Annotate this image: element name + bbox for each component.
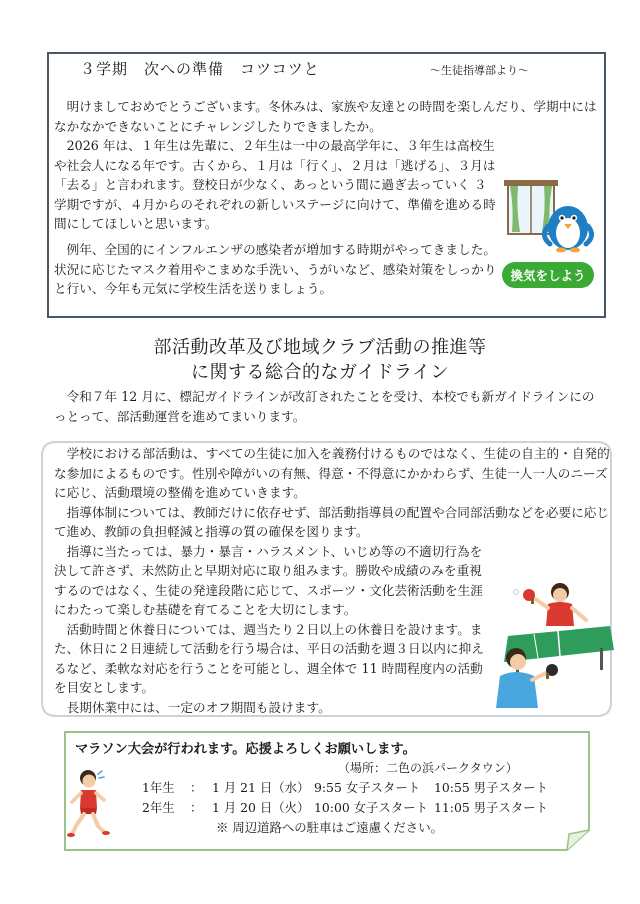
schedule-boys-start: 10:55 男子スタート: [434, 780, 548, 795]
guideline-intro: 令和７年 12 月に、標記ガイドラインが改訂されたことを受け、本校でも新ガイドラインにのっとって、部活動運営を進めてまいります。: [54, 389, 595, 424]
schedule-row: [142, 798, 548, 816]
ventilation-badge-label: 換気をしよう: [510, 268, 586, 283]
penguin-illustration: [500, 178, 600, 292]
guideline-paragraph-4: 活動時間と休養日については、週当たり２日以上の休養日を設けます。また、休日に２日連続して活動を行う場合は、平日の活動を週３日以内に抑えるなど、柔軟な対応を行うことを可能とし、週全体で 11 時間程度内の活動を目安とします。: [54, 621, 484, 695]
greeting-paragraph-1: 明けましておめでとうございます。冬休みは、家族や友達との時間を楽しんだり、学期中にはなかなかできないことにチャレンジしたりできましたか。: [54, 99, 597, 134]
guideline-paragraph-1: 学校における部活動は、すべての生徒に加入を義務付けるものではなく、生徒の自主的・自発的な参加によるものです。性別や障がいの有無、得意・不得意にかかわらず、生徒一人一人のニーズに応じ、活動環境の整備を進めていきます。: [54, 446, 610, 500]
guideline-paragraph-5: 長期休業中には、一定のオフ期間も設けます。: [66, 699, 331, 715]
marathon-heading: マラソン大会が行われます。応援よろしくお願いします。: [75, 742, 416, 757]
table-tennis-illustration: [494, 580, 616, 710]
greeting-from: ～生徒指導部より～: [430, 64, 529, 77]
guideline-paragraph-3-text: 指導に当たっては、暴力・暴言・ハラスメント、いじめ等の不適切行為を決して許さず、未然防止と早期対応に取り組みます。勝敗や成績のみを重視するのではなく、生徒の発達段階に応じて、スポーツ・文化芸術活動を生涯にわたって楽しむ基礎を育てることを大切にします。: [54, 543, 483, 617]
guideline-title-line-2: に関する総合的なガイドライン: [191, 362, 449, 383]
guideline-paragraph-2: 指導体制については、教師だけに依存せず、部活動指導員の配置や合同部活動などを必要に応じて進め、教師の負担軽減と指導の質の確保を図ります。: [54, 504, 610, 539]
schedule-girls-start: 10:00 女子スタート: [314, 800, 428, 815]
schedule-grade: 1年生: [142, 780, 175, 795]
parking-note: ※ 周辺道路への駐車はご遠慮ください。: [216, 820, 443, 835]
guideline-title-line-1: 部活動改革及び地域クラブ活動の推進等: [153, 337, 487, 358]
greeting-paragraph-2-text: 2026 年は、１年生は先輩に、２年生は一中の最高学年に、３年生は高校生や社会人になる年です。古くから、１月は「行く」、２月は「逃げる」、３月は「去る」と言われます。登校日が少なく、あっという間に過ぎ去っていく ３ 学期ですが、４月からのそれぞれの新しいステージに向けて、準備を進める時間にしてほしいと思います。: [54, 138, 496, 231]
schedule-date: 1 月 21 日（水）: [212, 780, 310, 795]
schedule-colon: ：: [190, 780, 203, 795]
schedule-colon: ：: [190, 800, 203, 815]
schedule-date: 1 月 20 日（火）: [212, 800, 310, 815]
greeting-title: ３学期 次への準備 コツコツと: [80, 60, 320, 78]
schedule-boys-start: 11:05 男子スタート: [434, 800, 548, 815]
schedule-row: [142, 778, 548, 796]
schedule-girls-start: 9:55 女子スタート: [314, 780, 421, 795]
runner-illustration: [64, 768, 112, 840]
marathon-venue: （場所：二色の浜パークタウン）: [338, 761, 518, 775]
schedule-grade: 2年生: [142, 800, 175, 815]
ventilation-badge: [502, 262, 594, 288]
greeting-paragraph-3: 例年、全国的にインフルエンザの感染者が増加する時期がやってきました。状況に応じたマスク着用やこまめな手洗い、うがいなど、感染対策をしっかりと行い、今年も元気に学校生活を送りましょう。: [54, 242, 497, 296]
